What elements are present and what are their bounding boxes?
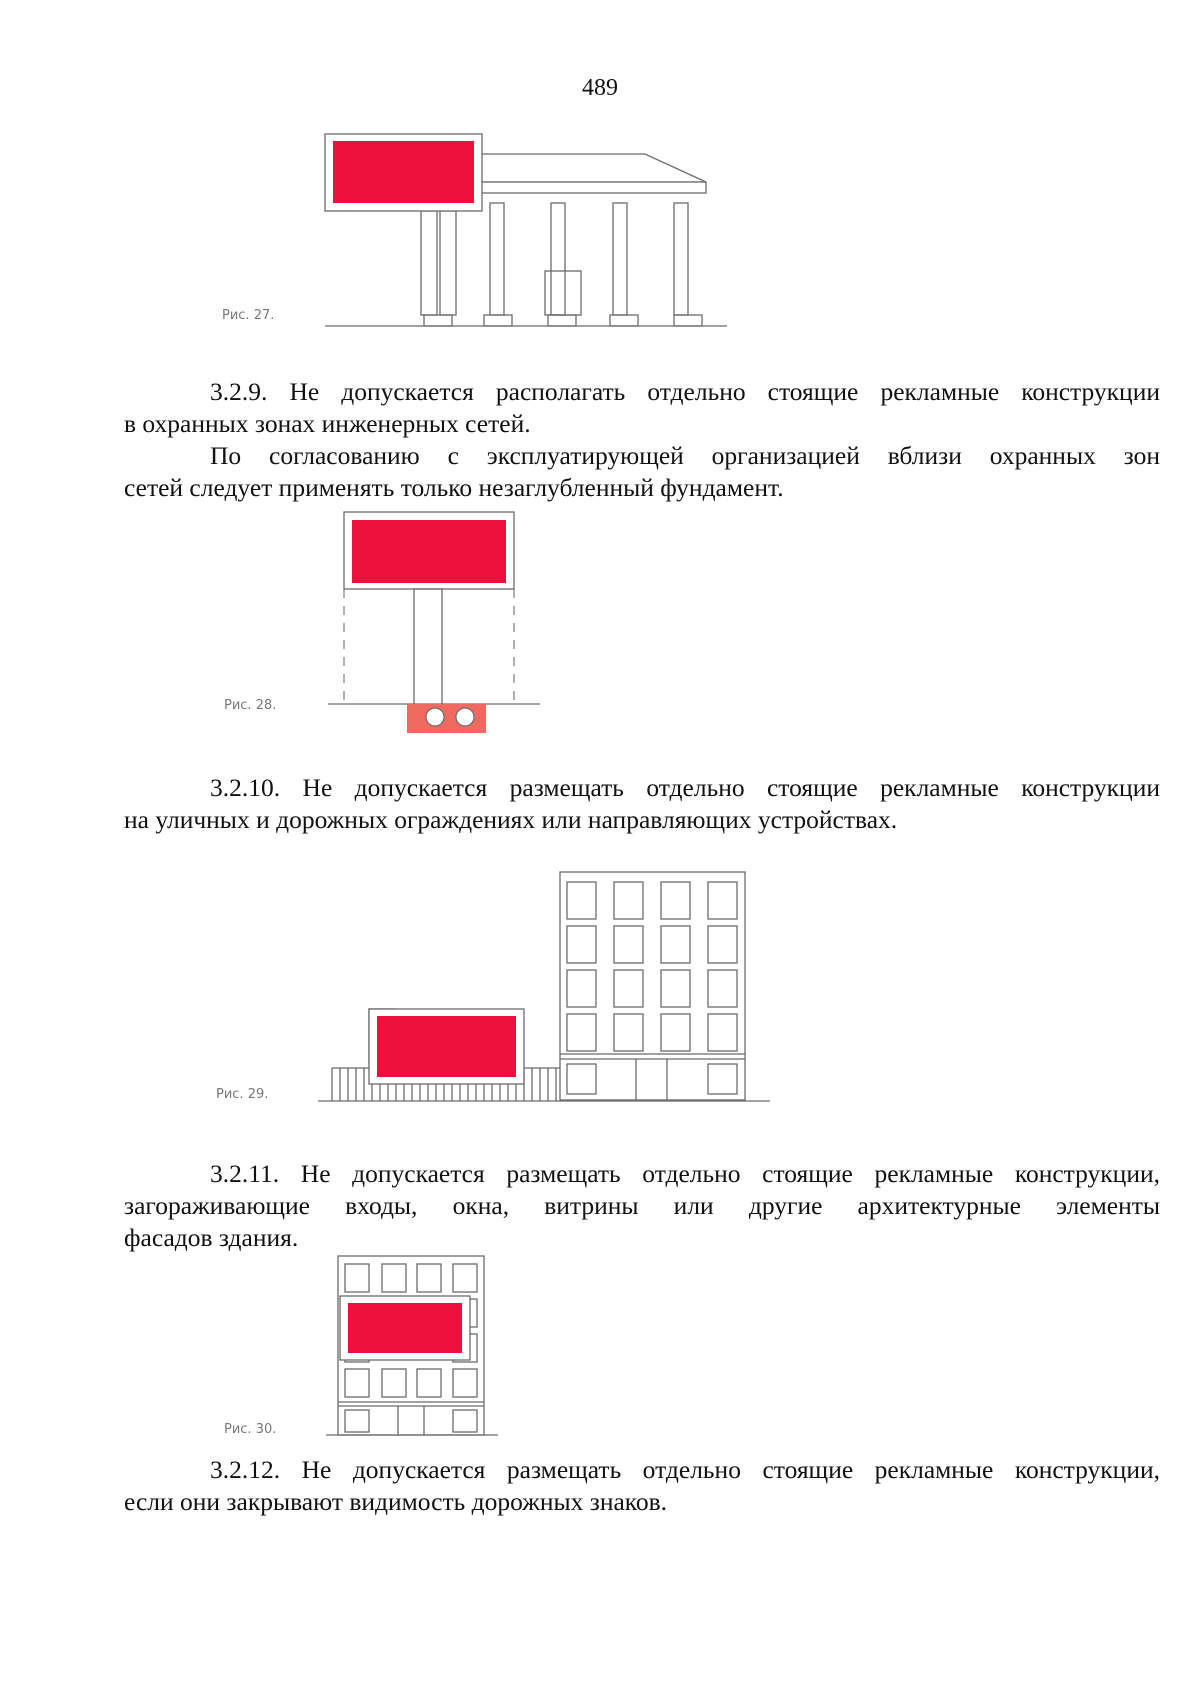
billboard-panel — [377, 1016, 516, 1077]
paragraph-3-2-9 — [124, 376, 1160, 504]
paragraph-3-2-10 — [124, 772, 1160, 836]
figure-caption: Рис. 28. — [224, 698, 277, 713]
text-line: если они закрывают видимость дорожных знаков. — [124, 1487, 668, 1516]
paragraph-3-2-11 — [124, 1158, 1160, 1254]
text-line: в охранных зонах инженерных сетей. — [124, 409, 531, 438]
figure-caption: Рис. 29. — [216, 1087, 269, 1102]
billboard-panel — [348, 1303, 462, 1353]
text-line: сетей следует применять только незаглубленный фундамент. — [124, 473, 784, 502]
text-line: 3.2.11. Не допускается размещать отдельно стоящие рекламные конструкции, — [210, 1159, 1160, 1188]
text-line: 3.2.9. Не допускается располагать отдельно стоящие рекламные конструкции — [210, 377, 1160, 406]
figure-30 — [0, 1250, 1200, 1450]
text-line: 3.2.10. Не допускается размещать отдельно стоящие рекламные конструкции — [210, 773, 1160, 802]
text-line: фасадов здания. — [124, 1223, 299, 1252]
paragraph-3-2-12 — [124, 1454, 1160, 1518]
page-number: 489 — [582, 75, 618, 101]
figure-29 — [0, 860, 1200, 1110]
figure-28 — [0, 500, 1200, 740]
column-bases — [424, 315, 702, 326]
canopy-fascia — [480, 182, 706, 193]
billboard-support — [414, 589, 442, 706]
canopy-columns — [421, 203, 688, 315]
figure-27 — [0, 0, 1200, 340]
building — [560, 872, 745, 1100]
billboard-panel — [333, 141, 474, 203]
figure-caption: Рис. 27. — [222, 308, 275, 323]
text-line: на уличных и дорожных ограждениях или направляющих устройствах. — [124, 805, 898, 834]
billboard-panel — [352, 520, 506, 583]
figure-caption: Рис. 30. — [224, 1422, 277, 1437]
text-line: загораживающие входы, окна, витрины или другие архитектурные элементы — [124, 1191, 1160, 1220]
building-windows — [567, 882, 737, 1100]
text-line: По согласованию с эксплуатирующей организацией вблизи охранных зон — [210, 441, 1160, 470]
text-line: 3.2.12. Не допускается размещать отдельно стоящие рекламные конструкции, — [210, 1455, 1160, 1484]
canopy-roof — [480, 154, 706, 182]
